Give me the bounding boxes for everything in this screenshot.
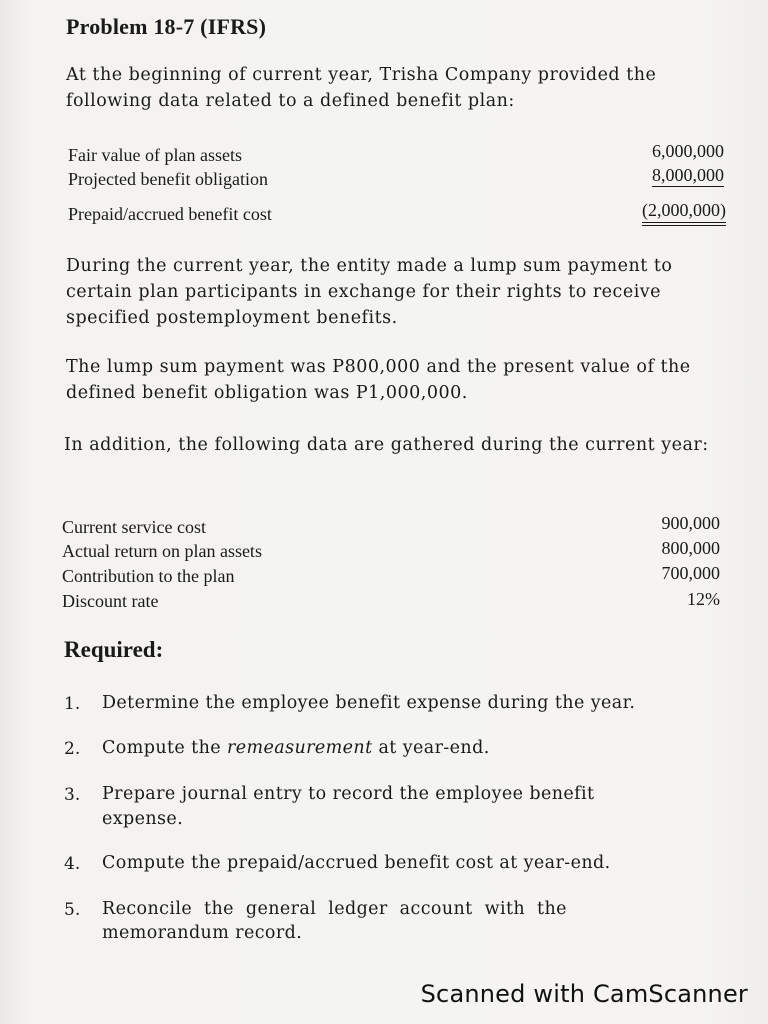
plan-row-value: 6,000,000 xyxy=(652,141,724,161)
year-row-label: Actual return on plan assets xyxy=(62,541,262,561)
required-item-number: 1. xyxy=(64,694,81,714)
additional-data-paragraph: In addition, the following data are gathered during the current year: xyxy=(64,435,709,455)
required-item-text-continued: memorandum record. xyxy=(102,923,303,943)
year-row-label: Contribution to the plan xyxy=(62,566,235,586)
required-item-text-continued: expense. xyxy=(102,809,184,829)
required-item-number: 2. xyxy=(64,739,81,759)
year-row-value: 12% xyxy=(687,589,720,609)
plan-row-label: Fair value of plan assets xyxy=(68,145,242,165)
plan-row-label: Prepaid/accrued benefit cost xyxy=(68,204,272,224)
lump-sum-paragraph: During the current year, the entity made a lump sum payment to certain plan participants in exchange for their rights to receive specified postemployment benefits. xyxy=(66,256,673,328)
plan-row-label: Projected benefit obligation xyxy=(68,169,268,189)
required-item-number: 5. xyxy=(64,900,81,920)
required-item-text: Determine the employee benefit expense during the year. xyxy=(102,693,636,713)
required-item-number: 3. xyxy=(64,785,81,805)
camscanner-watermark: Scanned with CamScanner xyxy=(420,980,748,1008)
intro-paragraph: At the beginning of current year, Trisha Company provided the following data related to a defined benefit plan: xyxy=(66,65,657,111)
remeasurement-term: remeasurement xyxy=(226,738,373,758)
plan-row-value: (2,000,000) xyxy=(642,200,726,226)
year-row-label: Discount rate xyxy=(62,591,159,611)
year-row-value: 700,000 xyxy=(661,563,720,583)
required-item-text: Prepare journal entry to record the employee benefit xyxy=(102,784,595,804)
required-heading: Required: xyxy=(64,637,164,662)
payment-paragraph: The lump sum payment was P800,000 and the present value of the defined benefit obligation was P1,000,000. xyxy=(66,357,691,403)
problem-title: Problem 18-7 (IFRS) xyxy=(66,14,267,39)
required-item-text: Compute the remeasurement at year-end. xyxy=(102,738,490,758)
required-item-number: 4. xyxy=(64,854,81,874)
year-row-label: Current service cost xyxy=(62,517,206,537)
required-item-text: Reconcile the general ledger account with the xyxy=(102,899,567,919)
year-row-value: 900,000 xyxy=(661,513,720,533)
required-item-text: Compute the prepaid/accrued benefit cost at year-end. xyxy=(102,853,611,873)
year-row-value: 800,000 xyxy=(661,538,720,558)
plan-row-value: 8,000,000 xyxy=(652,165,724,185)
